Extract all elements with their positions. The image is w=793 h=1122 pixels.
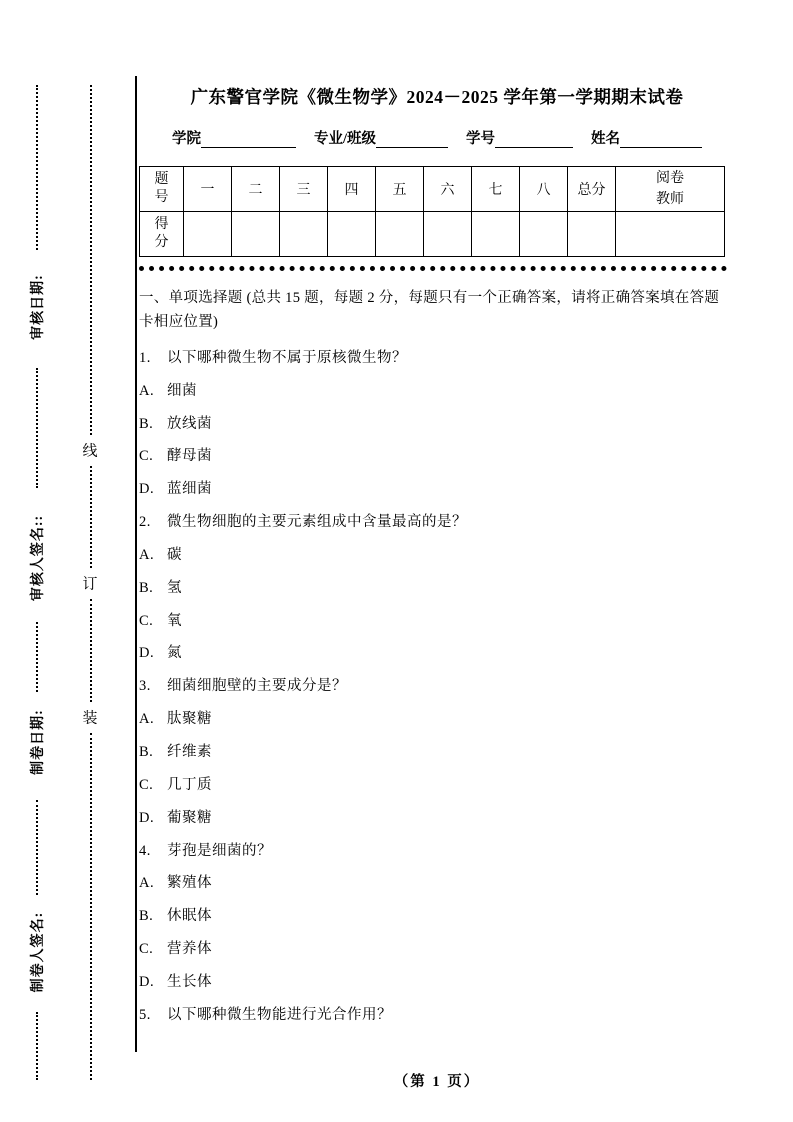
option-text: 氢 bbox=[167, 579, 182, 596]
option-line bbox=[139, 874, 735, 893]
column-header: 七 bbox=[472, 167, 520, 212]
question-stem: 微生物细胞的主要元素组成中含量最高的是？ bbox=[167, 514, 467, 531]
option-line bbox=[139, 644, 735, 663]
option-label: B. bbox=[139, 908, 154, 925]
question-stem-line bbox=[139, 513, 735, 532]
field-major-class bbox=[314, 127, 462, 148]
option-line bbox=[139, 809, 735, 828]
score-cell bbox=[184, 212, 232, 257]
option-line bbox=[139, 447, 735, 466]
option-text: 葡聚糖 bbox=[167, 809, 212, 826]
option-label: A. bbox=[139, 382, 155, 399]
score-cell-grader bbox=[616, 212, 725, 257]
option-text: 氮 bbox=[167, 645, 182, 662]
exam-content bbox=[139, 78, 735, 1025]
option-text: 氧 bbox=[167, 612, 182, 629]
score-cell bbox=[376, 212, 424, 257]
option-label: D. bbox=[139, 481, 155, 498]
binding-dotted-line bbox=[90, 733, 92, 1080]
question-2 bbox=[139, 513, 735, 663]
option-line bbox=[139, 382, 735, 401]
score-cell bbox=[424, 212, 472, 257]
score-cell bbox=[472, 212, 520, 257]
option-text: 繁殖体 bbox=[167, 875, 212, 892]
column-header: 六 bbox=[424, 167, 472, 212]
field-major-class-label: 专业/班级 bbox=[313, 131, 377, 147]
field-student-id bbox=[466, 127, 587, 148]
option-label: C. bbox=[139, 776, 154, 793]
option-text: 几丁质 bbox=[167, 776, 212, 793]
question-1 bbox=[139, 349, 735, 499]
option-line bbox=[139, 743, 735, 762]
column-header-grader bbox=[616, 167, 725, 212]
option-text: 休眠体 bbox=[167, 908, 212, 925]
thick-dotted-divider bbox=[139, 266, 727, 271]
field-student-id-label: 学号 bbox=[466, 131, 496, 147]
option-label: C. bbox=[139, 941, 154, 958]
margin-label-reviewer-sign: 审核人签名:: bbox=[31, 514, 46, 602]
option-label: B. bbox=[139, 415, 154, 432]
option-label: A. bbox=[139, 711, 155, 728]
margin-dotted-line bbox=[36, 800, 38, 895]
question-stem: 细菌细胞壁的主要成分是？ bbox=[167, 678, 347, 695]
content-left-border bbox=[135, 76, 137, 1052]
column-header: 一 bbox=[184, 167, 232, 212]
binding-dotted-line bbox=[90, 599, 92, 702]
option-label: B. bbox=[139, 579, 154, 596]
field-major-class-blank bbox=[376, 131, 448, 148]
column-header: 八 bbox=[520, 167, 568, 212]
option-label: C. bbox=[139, 448, 154, 465]
column-header: 二 bbox=[232, 167, 280, 212]
option-text: 纤维素 bbox=[167, 743, 212, 760]
score-row-label-cell bbox=[140, 212, 184, 257]
column-header: 三 bbox=[280, 167, 328, 212]
question-4 bbox=[139, 842, 735, 992]
grader-label: 阅卷教师 bbox=[655, 171, 684, 207]
option-text: 碳 bbox=[167, 546, 182, 563]
question-number: 3. bbox=[139, 678, 151, 695]
option-line bbox=[139, 710, 735, 729]
question-stem-line bbox=[139, 677, 735, 696]
column-header-total: 总分 bbox=[568, 167, 616, 212]
option-label: D. bbox=[139, 645, 155, 662]
question-number: 4. bbox=[139, 842, 151, 859]
option-line bbox=[139, 415, 735, 434]
option-label: C. bbox=[139, 612, 154, 629]
score-table-score-row bbox=[140, 212, 725, 257]
binding-char-xian: 线 bbox=[82, 443, 98, 460]
option-label: B. bbox=[139, 743, 154, 760]
question-5 bbox=[139, 1006, 735, 1025]
score-table-header-row bbox=[140, 167, 725, 212]
field-name-label: 姓名 bbox=[591, 131, 621, 147]
option-line bbox=[139, 907, 735, 926]
margin-label-review-date: 审核日期: bbox=[31, 274, 46, 340]
option-text: 细菌 bbox=[167, 382, 197, 399]
score-table-corner bbox=[140, 167, 184, 212]
margin-dotted-line bbox=[36, 622, 38, 692]
score-cell bbox=[280, 212, 328, 257]
option-line bbox=[139, 579, 735, 598]
option-label: D. bbox=[139, 973, 155, 990]
column-header: 四 bbox=[328, 167, 376, 212]
page-number: （第 1 页） bbox=[393, 1074, 481, 1090]
option-line bbox=[139, 612, 735, 631]
row-label-question-number: 题号 bbox=[154, 171, 169, 205]
question-number: 2. bbox=[139, 514, 151, 531]
field-student-id-blank bbox=[495, 131, 573, 148]
margin-label-make-date: 制卷日期: bbox=[31, 709, 46, 775]
option-line bbox=[139, 973, 735, 992]
question-stem: 芽孢是细菌的？ bbox=[167, 842, 272, 859]
binding-dotted-line bbox=[90, 466, 92, 568]
margin-dotted-line bbox=[36, 1012, 38, 1080]
question-stem-line bbox=[139, 1006, 735, 1025]
option-text: 放线菌 bbox=[167, 415, 212, 432]
option-line bbox=[139, 940, 735, 959]
field-name bbox=[591, 127, 702, 148]
option-text: 蓝细菌 bbox=[167, 481, 212, 498]
option-text: 营养体 bbox=[167, 941, 212, 958]
option-text: 酵母菌 bbox=[167, 448, 212, 465]
binding-dotted-line bbox=[90, 85, 92, 435]
option-line bbox=[139, 546, 735, 565]
student-info-line bbox=[139, 127, 735, 148]
binding-char-ding: 订 bbox=[82, 576, 98, 593]
option-label: A. bbox=[139, 546, 155, 563]
margin-label-maker-sign: 制卷人签名: bbox=[31, 911, 46, 993]
option-text: 肽聚糖 bbox=[167, 711, 212, 728]
score-cell bbox=[520, 212, 568, 257]
row-label-score: 得分 bbox=[154, 216, 169, 250]
question-stem-line bbox=[139, 349, 735, 368]
score-cell bbox=[328, 212, 376, 257]
question-stem: 以下哪种微生物能进行光合作用？ bbox=[167, 1006, 392, 1023]
field-college-label: 学院 bbox=[171, 131, 201, 147]
page-title: 广东警官学院《微生物学》2024－2025 学年第一学期期末试卷 bbox=[190, 87, 684, 107]
score-table bbox=[139, 166, 725, 257]
score-cell bbox=[232, 212, 280, 257]
option-label: A. bbox=[139, 875, 155, 892]
question-number: 5. bbox=[139, 1006, 151, 1023]
section-heading: 一、单项选择题 (总共 15 题，每题 2 分，每题只有一个正确答案，请将正确答案填在答题卡相应位置) bbox=[139, 290, 720, 330]
question-list bbox=[139, 349, 735, 1025]
column-header: 五 bbox=[376, 167, 424, 212]
option-line bbox=[139, 776, 735, 795]
score-cell-total bbox=[568, 212, 616, 257]
field-college-blank bbox=[201, 131, 296, 148]
field-name-blank bbox=[620, 131, 702, 148]
field-college bbox=[172, 127, 310, 148]
question-stem-line bbox=[139, 842, 735, 861]
margin-dotted-line bbox=[36, 368, 38, 488]
question-3 bbox=[139, 677, 735, 827]
binding-char-zhuang: 装 bbox=[82, 710, 98, 727]
option-text: 生长体 bbox=[167, 973, 212, 990]
question-stem: 以下哪种微生物不属于原核微生物？ bbox=[167, 349, 407, 366]
margin-dotted-line bbox=[36, 85, 38, 250]
option-label: D. bbox=[139, 809, 155, 826]
option-line bbox=[139, 480, 735, 499]
question-number: 1. bbox=[139, 349, 151, 366]
